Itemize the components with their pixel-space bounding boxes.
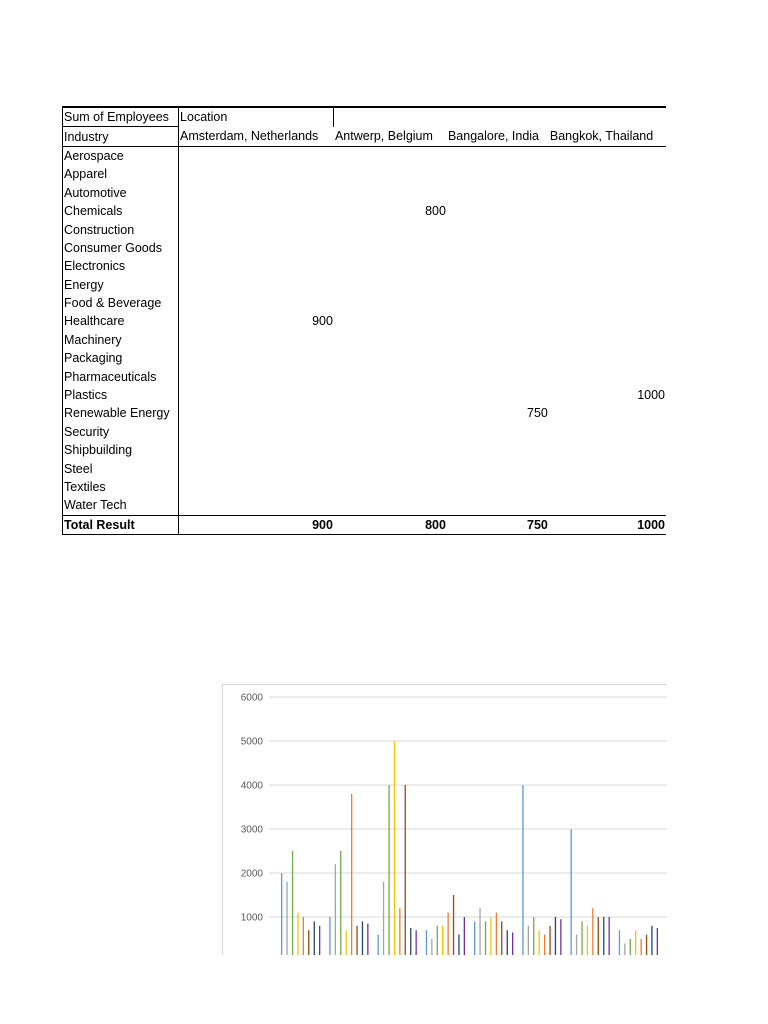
pivot-cell (447, 146, 549, 165)
pivot-cell (334, 423, 447, 441)
chart-bar (533, 917, 534, 955)
pivot-cell (179, 331, 334, 349)
pivot-row-label: Renewable Energy (63, 404, 179, 422)
chart-bar (399, 908, 400, 955)
pivot-cell (334, 294, 447, 312)
chart-bar (581, 921, 582, 955)
pivot-cell (179, 239, 334, 257)
chart-bar (560, 919, 561, 955)
pivot-column-header: Bangalore, India (447, 127, 549, 146)
pivot-cell (447, 276, 549, 294)
pivot-cell (549, 239, 666, 257)
pivot-column-field: Location (179, 107, 334, 127)
pivot-row-label: Shipbuilding (63, 441, 179, 459)
pivot-row-field: Industry (63, 127, 179, 146)
table-row (63, 294, 667, 312)
pivot-cell: 800 (425, 204, 446, 219)
pivot-cell (549, 146, 666, 165)
pivot-cell (179, 386, 334, 404)
chart-bar (592, 908, 593, 955)
pivot-table (62, 106, 666, 535)
pivot-row-label: Chemicals (63, 202, 179, 220)
pivot-row-label: Food & Beverage (63, 294, 179, 312)
pivot-cell (549, 184, 666, 202)
chart-bar (388, 785, 389, 955)
pivot-cell (549, 331, 666, 349)
chart-bar (539, 930, 540, 955)
chart-bar (490, 917, 491, 955)
pivot-row-label: Steel (63, 459, 179, 477)
chart-canvas (223, 685, 667, 955)
pivot-cell (334, 257, 447, 275)
table-row (63, 165, 667, 183)
table-row (63, 423, 667, 441)
chart-bar (416, 930, 417, 955)
chart-bar (544, 935, 545, 955)
chart-bar (410, 928, 411, 955)
pivot-row-label: Aerospace (63, 146, 179, 165)
pivot-cell (447, 367, 549, 385)
pivot-row-label: Packaging (63, 349, 179, 367)
pivot-cell (447, 202, 549, 220)
pivot-total-cell: 750 (447, 515, 549, 534)
chart-bar (383, 882, 384, 955)
pivot-cell (334, 349, 447, 367)
chart-bar (587, 926, 588, 955)
y-tick-label: 1000 (240, 912, 263, 924)
pivot-row-label: Plastics (63, 386, 179, 404)
pivot-cell (447, 184, 549, 202)
pivot-row-label: Textiles (63, 478, 179, 496)
y-tick-label: 5000 (240, 736, 263, 748)
pivot-cell (549, 312, 666, 330)
pivot-total-label: Total Result (63, 515, 179, 534)
table-row (63, 441, 667, 459)
chart-bar (431, 939, 432, 955)
pivot-cell (447, 165, 549, 183)
pivot-header-row (63, 107, 667, 127)
pivot-cell: 1000 (637, 388, 665, 403)
chart-bar (464, 917, 465, 955)
pivot-cell (447, 239, 549, 257)
chart-bar (522, 785, 523, 955)
pivot-cell (334, 276, 447, 294)
pivot-cell (549, 276, 666, 294)
chart-bar (549, 926, 550, 955)
chart-bar (286, 882, 287, 955)
chart-bar (346, 930, 347, 955)
chart-bar (609, 917, 610, 955)
chart-bar (641, 939, 642, 955)
chart-bar (555, 917, 556, 955)
pivot-cell (447, 349, 549, 367)
chart-bar (314, 921, 315, 955)
pivot-cell (334, 459, 447, 477)
chart-bar (405, 785, 406, 955)
pivot-row-label: Electronics (63, 257, 179, 275)
chart-bar (501, 921, 502, 955)
pivot-cell (549, 220, 666, 238)
chart-bar (356, 926, 357, 955)
chart-bar (297, 913, 298, 955)
chart-bar (329, 917, 330, 955)
pivot-cell (549, 423, 666, 441)
chart-bar (426, 930, 427, 955)
chart-bar (340, 851, 341, 955)
pivot-column-header: Bangkok, Thailand (549, 127, 666, 146)
table-row (63, 496, 667, 515)
chart-bar (598, 917, 599, 955)
chart-bar (479, 908, 480, 955)
table-row (63, 404, 667, 422)
table-row (63, 478, 667, 496)
chart-bar (507, 930, 508, 955)
table-row (63, 312, 667, 330)
pivot-cell (334, 386, 447, 404)
pivot-column-header: Antwerp, Belgium (334, 127, 447, 146)
pivot-cell (447, 478, 549, 496)
pivot-cell (179, 423, 334, 441)
y-tick-label: 4000 (240, 780, 263, 792)
chart-bar (308, 930, 309, 955)
table-row (63, 331, 667, 349)
pivot-grid (62, 106, 666, 535)
pivot-cell (549, 459, 666, 477)
pivot-row-label: Construction (63, 220, 179, 238)
pivot-total-row (63, 515, 667, 534)
chart-bar (319, 926, 320, 955)
chart-bar (292, 851, 293, 955)
table-row (63, 146, 667, 165)
pivot-cell (179, 404, 334, 422)
pivot-cell (549, 294, 666, 312)
pivot-cell (549, 367, 666, 385)
pivot-total-cell: 900 (179, 515, 334, 534)
pivot-cell (447, 220, 549, 238)
pivot-columns-row (63, 127, 667, 146)
pivot-cell (334, 478, 447, 496)
pivot-cell (549, 496, 666, 515)
chart-bar (603, 917, 604, 955)
chart-bar (458, 935, 459, 955)
pivot-cell (334, 367, 447, 385)
pivot-total-cell: 800 (334, 515, 447, 534)
chart-bar (630, 939, 631, 955)
pivot-column-header: Amsterdam, Netherlands (179, 127, 334, 146)
pivot-cell (447, 294, 549, 312)
pivot-cell (334, 441, 447, 459)
chart-bar (619, 930, 620, 955)
pivot-row-label: Security (63, 423, 179, 441)
chart-bar (657, 928, 658, 955)
chart-bar (496, 913, 497, 955)
pivot-cell (447, 459, 549, 477)
chart-bar (485, 921, 486, 955)
pivot-cell (447, 441, 549, 459)
pivot-row-label: Healthcare (63, 312, 179, 330)
pivot-cell (447, 331, 549, 349)
pivot-cell (549, 441, 666, 459)
table-row (63, 257, 667, 275)
pivot-cell (179, 349, 334, 367)
pivot-row-label: Water Tech (63, 496, 179, 515)
chart-bar (303, 917, 304, 955)
pivot-cell (179, 276, 334, 294)
pivot-cell (334, 496, 447, 515)
pivot-cell (549, 478, 666, 496)
chart-bar (335, 864, 336, 955)
pivot-cell (334, 184, 447, 202)
chart-bar (624, 943, 625, 955)
pivot-cell (334, 239, 447, 257)
pivot-cell (447, 386, 549, 404)
pivot-cell (179, 146, 334, 165)
table-row (63, 349, 667, 367)
table-row (63, 220, 667, 238)
chart-bar (378, 935, 379, 955)
table-row (63, 386, 667, 404)
pivot-cell (179, 478, 334, 496)
chart-bar (571, 829, 572, 955)
chart-bar (437, 926, 438, 955)
chart-bar (512, 932, 513, 955)
pivot-header-spacer (334, 107, 666, 127)
chart-bar (367, 924, 368, 955)
chart-bar (474, 921, 475, 955)
pivot-row-label: Automotive (63, 184, 179, 202)
pivot-cell (179, 165, 334, 183)
chart-bar (362, 921, 363, 955)
pivot-cell: 900 (312, 314, 333, 329)
chart-bar (351, 794, 352, 955)
pivot-cell (179, 202, 334, 220)
pivot-cell (549, 257, 666, 275)
pivot-cell (334, 331, 447, 349)
pivot-row-label: Apparel (63, 165, 179, 183)
table-row (63, 459, 667, 477)
pivot-cell (179, 294, 334, 312)
pivot-cell (549, 404, 666, 422)
table-row (63, 184, 667, 202)
pivot-row-label: Energy (63, 276, 179, 294)
chart-bar (394, 741, 395, 955)
y-tick-label: 2000 (240, 868, 263, 880)
chart-bar (651, 926, 652, 955)
table-row (63, 239, 667, 257)
pivot-cell (447, 496, 549, 515)
bar-chart (222, 684, 667, 955)
pivot-cell (179, 459, 334, 477)
pivot-cell (179, 220, 334, 238)
chart-bar (635, 930, 636, 955)
pivot-cell (549, 165, 666, 183)
chart-bar (281, 873, 282, 955)
chart-bar (576, 935, 577, 955)
pivot-corner-label: Sum of Employees (63, 107, 179, 127)
y-tick-label: 3000 (240, 824, 263, 836)
pivot-cell (334, 165, 447, 183)
y-tick-label: 6000 (240, 692, 263, 704)
pivot-row-label: Pharmaceuticals (63, 367, 179, 385)
chart-bar (528, 926, 529, 955)
pivot-cell (549, 202, 666, 220)
pivot-cell (179, 441, 334, 459)
table-row (63, 202, 667, 220)
pivot-cell (179, 184, 334, 202)
pivot-cell (334, 220, 447, 238)
pivot-cell (549, 349, 666, 367)
chart-bar (448, 913, 449, 955)
pivot-cell: 750 (527, 406, 548, 421)
pivot-cell (447, 312, 549, 330)
pivot-total-cell: 1000 (549, 515, 666, 534)
pivot-cell (334, 146, 447, 165)
chart-bar (646, 935, 647, 955)
pivot-cell (179, 257, 334, 275)
pivot-row-label: Machinery (63, 331, 179, 349)
chart-bar (453, 895, 454, 955)
pivot-cell (447, 423, 549, 441)
table-row (63, 276, 667, 294)
chart-bar (442, 926, 443, 955)
pivot-cell (334, 312, 447, 330)
pivot-cell (447, 257, 549, 275)
table-row (63, 367, 667, 385)
pivot-cell (179, 496, 334, 515)
pivot-row-label: Consumer Goods (63, 239, 179, 257)
pivot-cell (334, 404, 447, 422)
pivot-cell (179, 367, 334, 385)
